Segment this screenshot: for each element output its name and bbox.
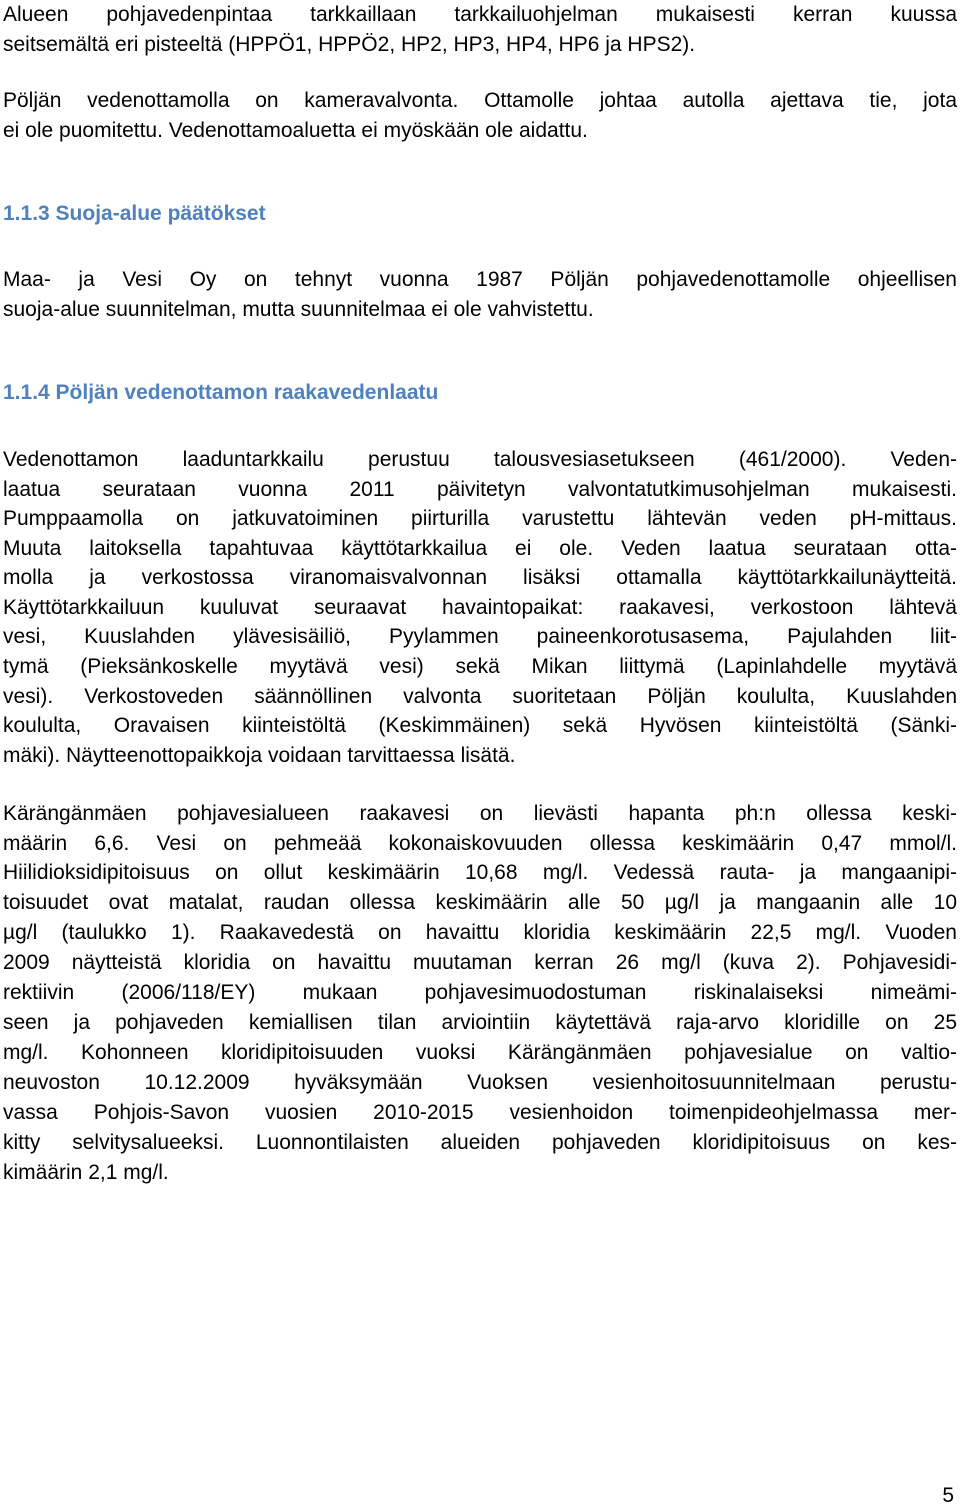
paragraph-line: µg/l (taulukko 1). Raakavedestä on havaittu kloridia keskimäärin 22,5 mg/l. Vuoden xyxy=(3,921,957,944)
paragraph-line: kitty selvitysalueeksi. Luonnontilaisten alueiden pohjaveden kloridipitoisuus on kes- xyxy=(3,1131,957,1154)
paragraph-line: mg/l. Kohonneen kloridipitoisuuden vuoksi Kärängänmäen pohjavesialue on valtio- xyxy=(3,1041,957,1064)
paragraph-line: Pöljän vedenottamolla on kameravalvonta. Ottamolle johtaa autolla ajettava tie, jota xyxy=(3,89,957,112)
paragraph-line: neuvoston 10.12.2009 hyväksymään Vuoksen vesienhoitosuunnitelmaan perustu- xyxy=(3,1071,957,1094)
paragraph-line: rektiivin (2006/118/EY) mukaan pohjavesimuodostuman riskinalaiseksi nimeämi- xyxy=(3,981,957,1004)
paragraph-line: tymä (Pieksänkoskelle myytävä vesi) sekä Mikan liittymä (Lapinlahdelle myytävä xyxy=(3,655,957,678)
paragraph-line: seen ja pohjaveden kemiallisen tilan arviointiin käytettävä raja-arvo kloridille on 25 xyxy=(3,1011,957,1034)
paragraph-line: toisuudet ovat matalat, raudan ollessa keskimäärin alle 50 µg/l ja mangaanin alle 10 xyxy=(3,891,957,914)
paragraph-line: koululta, Oravaisen kiinteistöltä (Keskimmäinen) sekä Hyvösen kiinteistöltä (Sänki- xyxy=(3,714,957,737)
paragraph-line: Kärängänmäen pohjavesialueen raakavesi on lievästi hapanta ph:n ollessa keski- xyxy=(3,802,957,825)
paragraph-line: vesi). Verkostoveden säännöllinen valvonta suoritetaan Pöljän koululta, Kuuslahden xyxy=(3,685,957,708)
paragraph-line: Pumppaamolla on jatkuvatoiminen piirturilla varustettu lähtevän veden pH-mittaus. xyxy=(3,507,957,530)
paragraph-line: Muuta laitoksella tapahtuvaa käyttötarkkailua ei ole. Veden laatua seurataan otta- xyxy=(3,537,957,560)
paragraph-line: Käyttötarkkailuun kuuluvat seuraavat havaintopaikat: raakavesi, verkostoon lähtevä xyxy=(3,596,957,619)
paragraph-line: Maa- ja Vesi Oy on tehnyt vuonna 1987 Pöljän pohjavedenottamolle ohjeellisen xyxy=(3,268,957,291)
paragraph-line: suoja-alue suunnitelman, mutta suunnitelmaa ei ole vahvistettu. xyxy=(3,298,594,321)
paragraph-line: kimäärin 2,1 mg/l. xyxy=(3,1161,169,1184)
paragraph-line: mäki). Näytteenottopaikkoja voidaan tarvittaessa lisätä. xyxy=(3,744,516,767)
paragraph-line: laatua seurataan vuonna 2011 päivitetyn valvontatutkimusohjelman mukaisesti. xyxy=(3,478,957,501)
paragraph-line: vesi, Kuuslahden ylävesisäiliö, Pyylammen paineenkorotusasema, Pajulahden liit- xyxy=(3,625,957,648)
paragraph-line: vassa Pohjois-Savon vuosien 2010-2015 vesienhoidon toimenpideohjelmassa mer- xyxy=(3,1101,957,1124)
paragraph-line: 2009 näytteistä kloridia on havaittu muutaman kerran 26 mg/l (kuva 2). Pohjavesidi- xyxy=(3,951,957,974)
section-heading-1-1-3: 1.1.3 Suoja-alue päätökset xyxy=(3,202,266,225)
page-number: 5 xyxy=(942,1484,954,1507)
paragraph-line: Alueen pohjavedenpintaa tarkkaillaan tarkkailuohjelman mukaisesti kerran kuussa xyxy=(3,3,957,26)
paragraph-line: seitsemältä eri pisteeltä (HPPÖ1, HPPÖ2, HP2, HP3, HP4, HP6 ja HPS2). xyxy=(3,33,696,56)
section-heading-1-1-4: 1.1.4 Pöljän vedenottamon raakavedenlaatu xyxy=(3,381,439,404)
paragraph-line: ei ole puomitettu. Vedenottamoaluetta ei myöskään ole aidattu. xyxy=(3,119,588,142)
paragraph-line: molla ja verkostossa viranomaisvalvonnan lisäksi ottamalla käyttötarkkailunäytteitä. xyxy=(3,566,957,589)
paragraph-line: Vedenottamon laaduntarkkailu perustuu talousvesiasetukseen (461/2000). Veden- xyxy=(3,448,957,471)
paragraph-line: Hiilidioksidipitoisuus on ollut keskimäärin 10,68 mg/l. Vedessä rauta- ja mangaanipi- xyxy=(3,861,957,884)
paragraph-line: määrin 6,6. Vesi on pehmeää kokonaiskovuuden ollessa keskimäärin 0,47 mmol/l. xyxy=(3,832,957,855)
